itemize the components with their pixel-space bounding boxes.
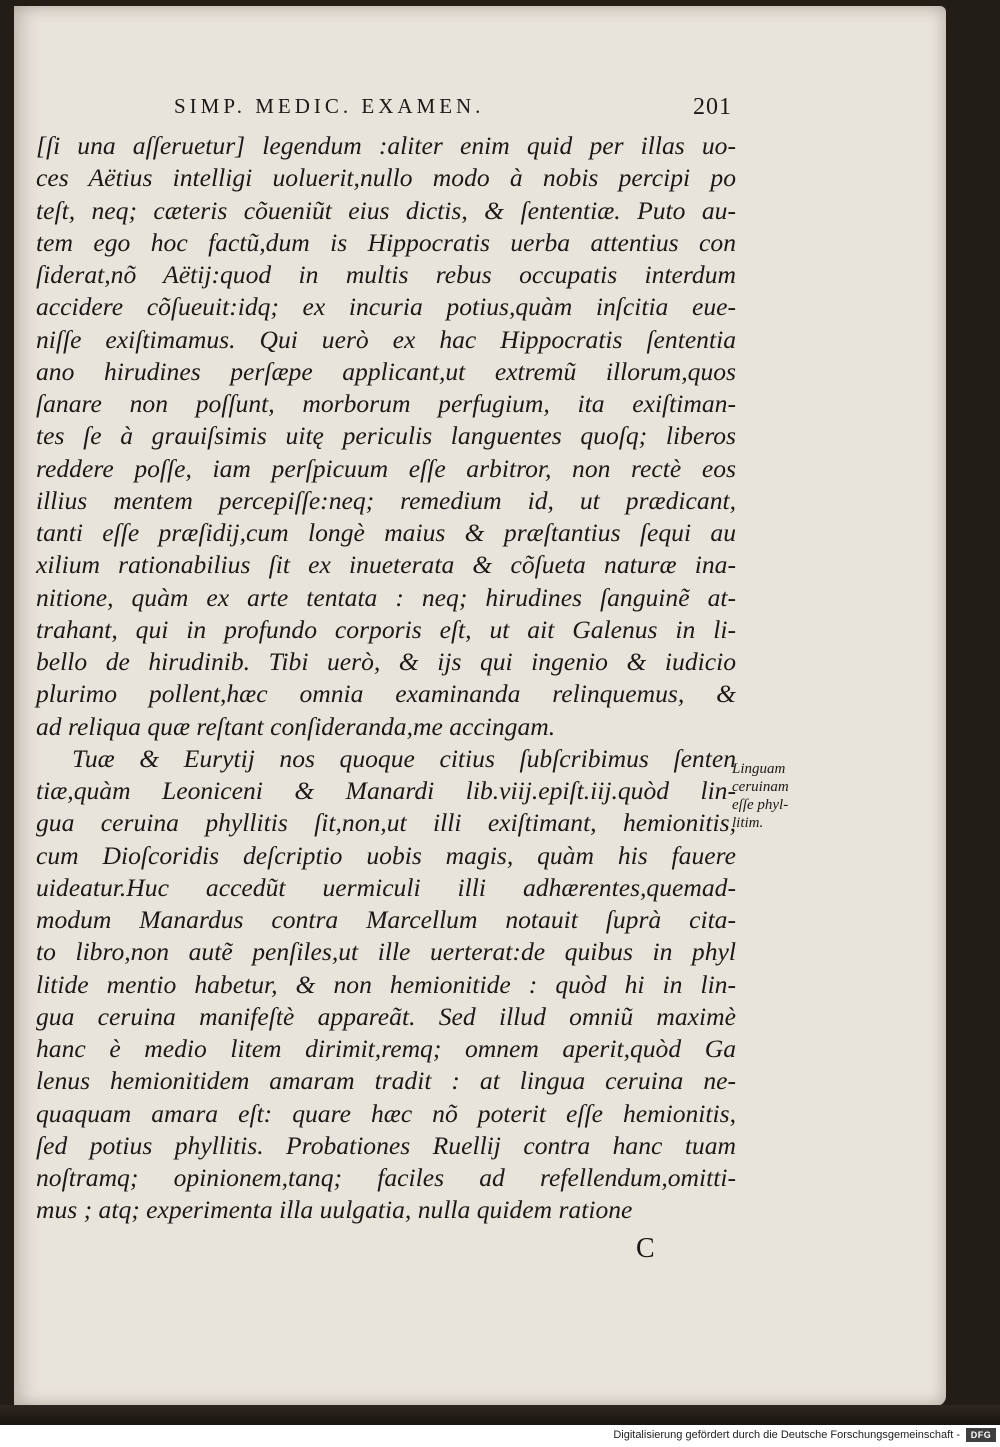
text-line: xilium rationabilius ſit ex inueterata & cõſueta naturæ ina-	[36, 550, 736, 580]
signature-mark: C	[636, 1233, 655, 1264]
text-line: tiæ,quàm Leoniceni & Manardi lib.viij.epiſt.iij.quòd lin-	[36, 776, 736, 805]
text-line: tem ego hoc factũ,dum is Hippocratis uerba attentius con	[36, 227, 736, 257]
text-line: Tuæ & Eurytij nos quoque citius ſubſcribimus ſenten	[72, 743, 736, 773]
footer-credit: Digitalisierung gefördert durch die Deutsche Forschungsgemeinschaft -	[613, 1429, 960, 1441]
text-line: ſanare non poſſunt, morborum perfugium, ita exiſtiman-	[36, 389, 736, 418]
text-line: tanti eſſe præſidij,cum longè maius & præſtantius ſequi au	[36, 518, 736, 547]
text-line: teſt, neq; cæteris cõueniũt eius dictis, & ſententiæ. Puto au-	[36, 195, 736, 225]
body-text	[36, 130, 736, 1227]
digitization-footer	[0, 1425, 1000, 1447]
marginal-note-line: eſſe phyl-	[732, 797, 789, 813]
page-number: 201	[693, 94, 732, 120]
text-line: tes ſe à grauiſsimis uitę periculis languentes quoſq; liberos	[36, 421, 736, 451]
text-line: ſiderat,nõ Aëtij:quod in multis rebus occupatis interdum	[36, 260, 736, 289]
running-head-title: SIMP. MEDIC. EXAMEN.	[174, 94, 485, 118]
text-line: hanc è medio litem dirimit,remq; omnem aperit,quòd Ga	[36, 1034, 736, 1063]
text-line: reddere poſſe, iam perſpicuum eſſe arbitror, non rectè eos	[36, 453, 736, 483]
text-line: modum Manardus contra Marcellum notauit ſuprà cita-	[36, 905, 736, 934]
scan-bottom-edge	[0, 1405, 1000, 1425]
marginal-note-line: Linguam	[732, 761, 786, 777]
text-line: mus ; atq; experimenta illa uulgatia, nulla quidem ratione	[36, 1195, 633, 1225]
text-line: gua ceruina manifeſtè appareãt. Sed illud omniũ maximè	[36, 1001, 736, 1031]
text-line: nitione, quàm ex arte tentata : neq; hirudines ſanguinẽ at-	[36, 582, 736, 612]
text-line: accidere cõſueuit:idq; ex incuria potius,quàm inſcitia eue-	[36, 292, 736, 322]
text-line: gua ceruina phyllitis ſit,non,ut illi exiſtimant, hemionitis,	[36, 808, 736, 838]
text-line: quaquam amara eſt: quare hæc nõ poterit eſſe hemionitis,	[36, 1098, 736, 1128]
marginal-note-line: ceruinam	[732, 779, 789, 795]
text-line: noſtramq; opinionem,tanq; faciles ad refellendum,omitti-	[36, 1163, 736, 1192]
text-line: illius mentem percepiſſe:neq; remedium id, ut prædicant,	[36, 485, 736, 515]
text-line: bello de hirudinib. Tibi uerò, & ijs qui ingenio & iudicio	[36, 647, 736, 676]
text-line: ſed potius phyllitis. Probationes Ruellij contra hanc tuam	[36, 1130, 736, 1160]
marginal-note	[732, 760, 832, 832]
text-line: ad reliqua quæ reſtant conſideranda,me accingam.	[36, 711, 556, 741]
running-head	[170, 94, 738, 126]
text-line: trahant, qui in profundo corporis eſt, ut ait Galenus in li-	[36, 614, 736, 644]
text-line: cum Dioſcoridis deſcriptio uobis magis, quàm his fauere	[36, 840, 736, 870]
text-line: litide mentio habetur, & non hemionitide : quòd hi in lin-	[36, 969, 736, 999]
dfg-logo: DFG	[966, 1428, 996, 1442]
text-line: ces Aëtius intelligi uoluerit,nullo modo à nobis percipi po	[36, 163, 736, 193]
text-line: plurimo pollent,hæc omnia examinanda relinquemus, &	[36, 679, 736, 709]
marginal-note-line: litim.	[732, 815, 764, 831]
text-line: to libro,non autẽ penſiles,ut ille uerterat:de quibus in phyl	[36, 937, 736, 967]
text-line: niſſe exiſtimamus. Qui uerò ex hac Hippocratis ſententia	[36, 324, 736, 354]
text-line: [ſi una aſſeruetur] legendum :aliter enim quid per illas uo-	[36, 131, 736, 160]
text-line: lenus hemionitidem amaram tradit : at lingua ceruina ne-	[36, 1066, 736, 1096]
text-line: uideatur.Huc accedũt uermiculi illi adhærentes,quemad-	[36, 872, 736, 902]
text-line: ano hirudines perſæpe applicant,ut extremũ illorum,quos	[36, 356, 736, 386]
